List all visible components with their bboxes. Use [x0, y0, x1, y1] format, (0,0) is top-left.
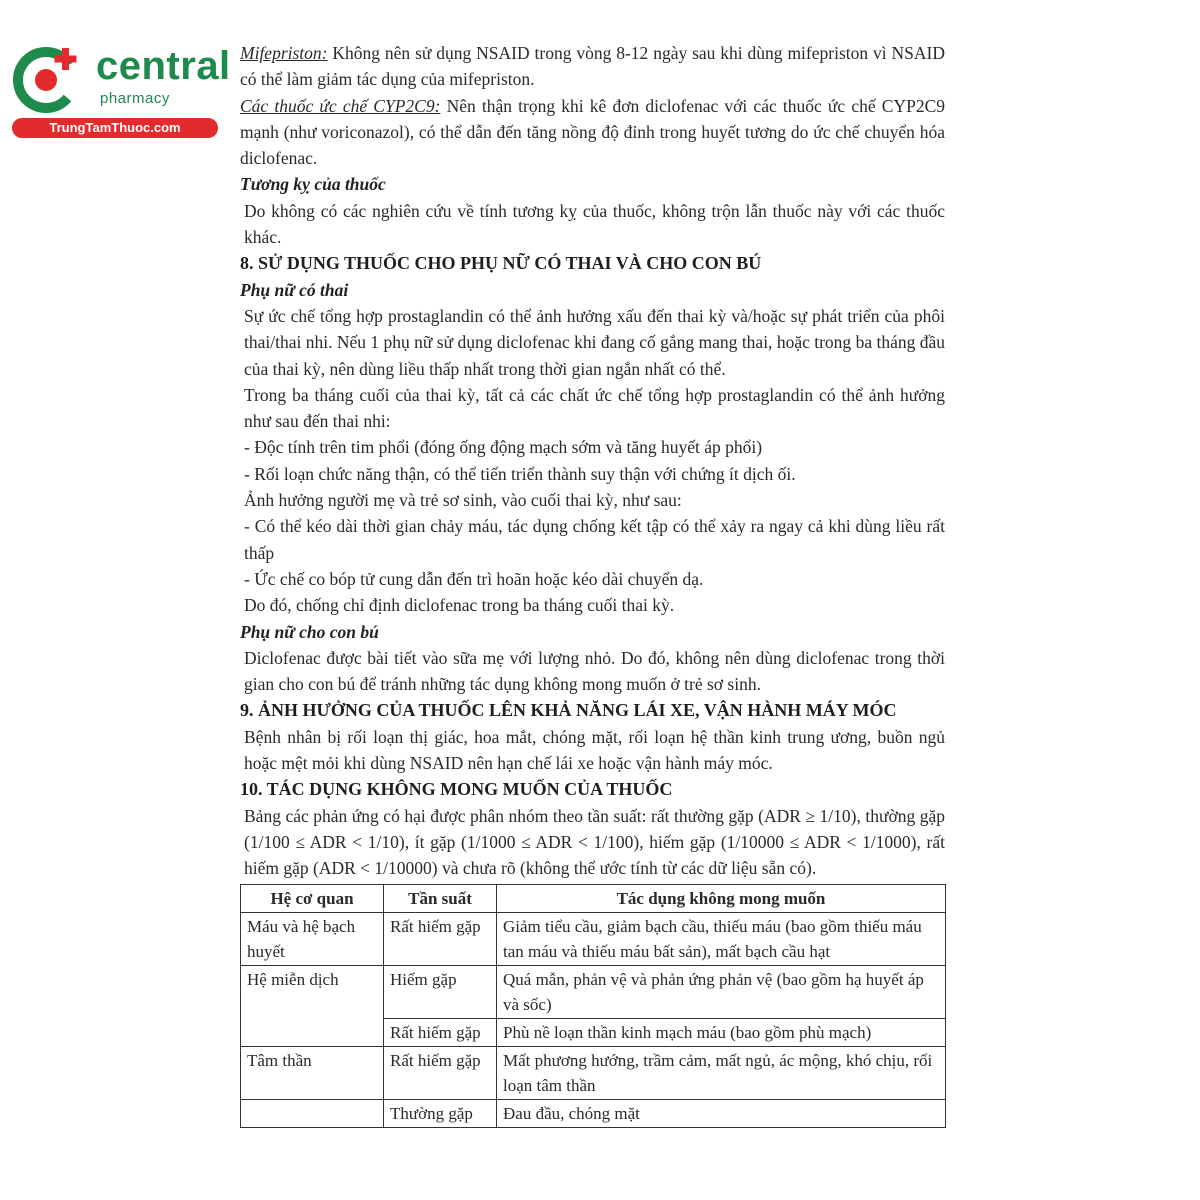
- cell-effect: Mất phương hướng, trầm cảm, mất ngủ, ác mộng, khó chịu, rối loạn tâm thần: [497, 1047, 946, 1100]
- section-9-text: Bệnh nhân bị rối loạn thị giác, hoa mắt, chóng mặt, rối loạn hệ thần kinh trung ương, buồn ngủ hoặc mệt mỏi khi dùng NSAID nên hạn chế lái xe hoặc vận hành máy móc.: [244, 726, 945, 774]
- adverse-effects-table: [240, 884, 946, 1128]
- cell-organ: Máu và hệ bạch huyết: [241, 913, 384, 966]
- header-effect: Tác dụng không mong muốn: [497, 885, 946, 913]
- cell-effect: Phù nề loạn thần kinh mạch máu (bao gồm phù mạch): [497, 1019, 946, 1047]
- header-frequency: Tần suất: [384, 885, 497, 913]
- logo-subtitle: pharmacy: [100, 90, 170, 107]
- breastfeeding-text: Diclofenac được bài tiết vào sữa mẹ với lượng nhỏ. Do đó, không nên dùng diclofenac trong thời gian cho con bú để tránh những tác dụng không mong muốn ở trẻ sơ sinh.: [244, 647, 945, 695]
- central-pharmacy-logo: [10, 38, 231, 138]
- cell-organ: Hệ miễn dịch: [241, 966, 384, 1047]
- cell-effect: Quá mẫn, phản vệ và phản ứng phản vệ (bao gồm hạ huyết áp và sốc): [497, 966, 946, 1019]
- cell-effect: Giảm tiểu cầu, giảm bạch cầu, thiếu máu (bao gồm thiếu máu tan máu và thiếu máu bất sản), mất bạch cầu hạt: [497, 913, 946, 966]
- mifepriston-text: Không nên sử dụng NSAID trong vòng 8-12 ngày sau khi dùng mifepriston vì NSAID có thể làm giảm tác dụng của mifepriston.: [240, 43, 945, 90]
- cell-frequency: Rất hiếm gặp: [384, 1047, 497, 1100]
- section-9-heading: 9. ẢNH HƯỞNG CỦA THUỐC LÊN KHẢ NĂNG LÁI XE, VẬN HÀNH MÁY MÓC: [240, 700, 897, 721]
- cell-frequency: Thường gặp: [384, 1100, 497, 1128]
- pregnant-heading: Phụ nữ có thai: [240, 279, 349, 300]
- document-body: [240, 40, 945, 882]
- breastfeeding-heading: Phụ nữ cho con bú: [240, 621, 379, 642]
- pregnant-bullet-4: - Ức chế co bóp tử cung dẫn đến trì hoãn hoặc kéo dài chuyển dạ.: [244, 568, 704, 589]
- cyp2c9-text: Nên thận trọng khi kê đơn diclofenac với các thuốc ức chế CYP2C9 mạnh (như voriconazol), có thể dẫn đến tăng nồng độ đỉnh trong huyết tương do ức chế chuyển hóa diclofenac.: [240, 95, 946, 169]
- pregnant-paragraph-2: Trong ba tháng cuối của thai kỳ, tất cả các chất ức chế tổng hợp prostaglandin có thể ảnh hưởng như sau đến thai nhi:: [244, 384, 945, 432]
- cell-organ: Tâm thần: [241, 1047, 384, 1100]
- table-row: [241, 1100, 946, 1128]
- central-logo-icon: [10, 40, 88, 118]
- logo-url-badge: TrungTamThuoc.com: [12, 118, 218, 138]
- pregnant-paragraph-1: Sự ức chế tổng hợp prostaglandin có thể ảnh hưởng xấu đến thai kỳ và/hoặc sự phát triển của phôi thai/thai nhi. Nếu 1 phụ nữ sử dụng diclofenac khi đang cố gắng mang thai, hoặc trong ba tháng đầu của thai kỳ, nên dùng liều thấp nhất trong thời gian ngắn nhất có thể.: [244, 305, 945, 379]
- mifepriston-term: Mifepriston:: [240, 43, 328, 63]
- section-10-text: Bảng các phản ứng có hại được phân nhóm theo tần suất: rất thường gặp (ADR ≥ 1/10), thường gặp (1/100 ≤ ADR < 1/10), ít gặp (1/1000 ≤ ADR < 1/100), hiếm gặp (1/10000 ≤ ADR < 1/1000), rất hiếm gặp (ADR < 1/10000) và chưa rõ (không thể ước tính từ các dữ liệu sẵn có).: [244, 805, 945, 879]
- logo-name: central: [96, 44, 231, 88]
- pregnant-bullet-1: - Độc tính trên tim phổi (đóng ống động mạch sớm và tăng huyết áp phổi): [244, 437, 763, 458]
- pregnant-paragraph-4: Do đó, chống chỉ định diclofenac trong ba tháng cuối thai kỳ.: [244, 595, 675, 616]
- pregnant-paragraph-3: Ảnh hưởng người mẹ và trẻ sơ sinh, vào cuối thai kỳ, như sau:: [244, 490, 682, 511]
- compatibility-heading: Tương kỵ của thuốc: [240, 174, 386, 195]
- cell-organ: [241, 1100, 384, 1128]
- section-10-heading: 10. TÁC DỤNG KHÔNG MONG MUỐN CỦA THUỐC: [240, 779, 673, 800]
- mifepriston-paragraph: [240, 40, 945, 93]
- pregnant-bullet-2: - Rối loạn chức năng thận, có thể tiến triển thành suy thận với chứng ít dịch ối.: [244, 463, 796, 484]
- header-organ: Hệ cơ quan: [241, 885, 384, 913]
- section-8-heading: 8. SỬ DỤNG THUỐC CHO PHỤ NỮ CÓ THAI VÀ CHO CON BÚ: [240, 253, 762, 274]
- cell-frequency: Hiếm gặp: [384, 966, 497, 1019]
- table-row: [241, 913, 946, 966]
- table-row: [241, 1047, 946, 1100]
- table-row: [241, 966, 946, 1019]
- table-header-row: [241, 885, 946, 913]
- cell-frequency: Rất hiếm gặp: [384, 1019, 497, 1047]
- compatibility-text: Do không có các nghiên cứu về tính tương kỵ của thuốc, không trộn lẫn thuốc này với các thuốc khác.: [244, 200, 945, 248]
- cell-frequency: Rất hiếm gặp: [384, 913, 497, 966]
- cyp2c9-paragraph: [240, 93, 945, 172]
- cyp2c9-term: Các thuốc ức chế CYP2C9:: [240, 95, 441, 116]
- pregnant-bullet-3: - Có thể kéo dài thời gian chảy máu, tác dụng chống kết tập có thể xảy ra ngay cả khi dùng liều rất thấp: [244, 516, 945, 563]
- cell-effect: Đau đầu, chóng mặt: [497, 1100, 946, 1128]
